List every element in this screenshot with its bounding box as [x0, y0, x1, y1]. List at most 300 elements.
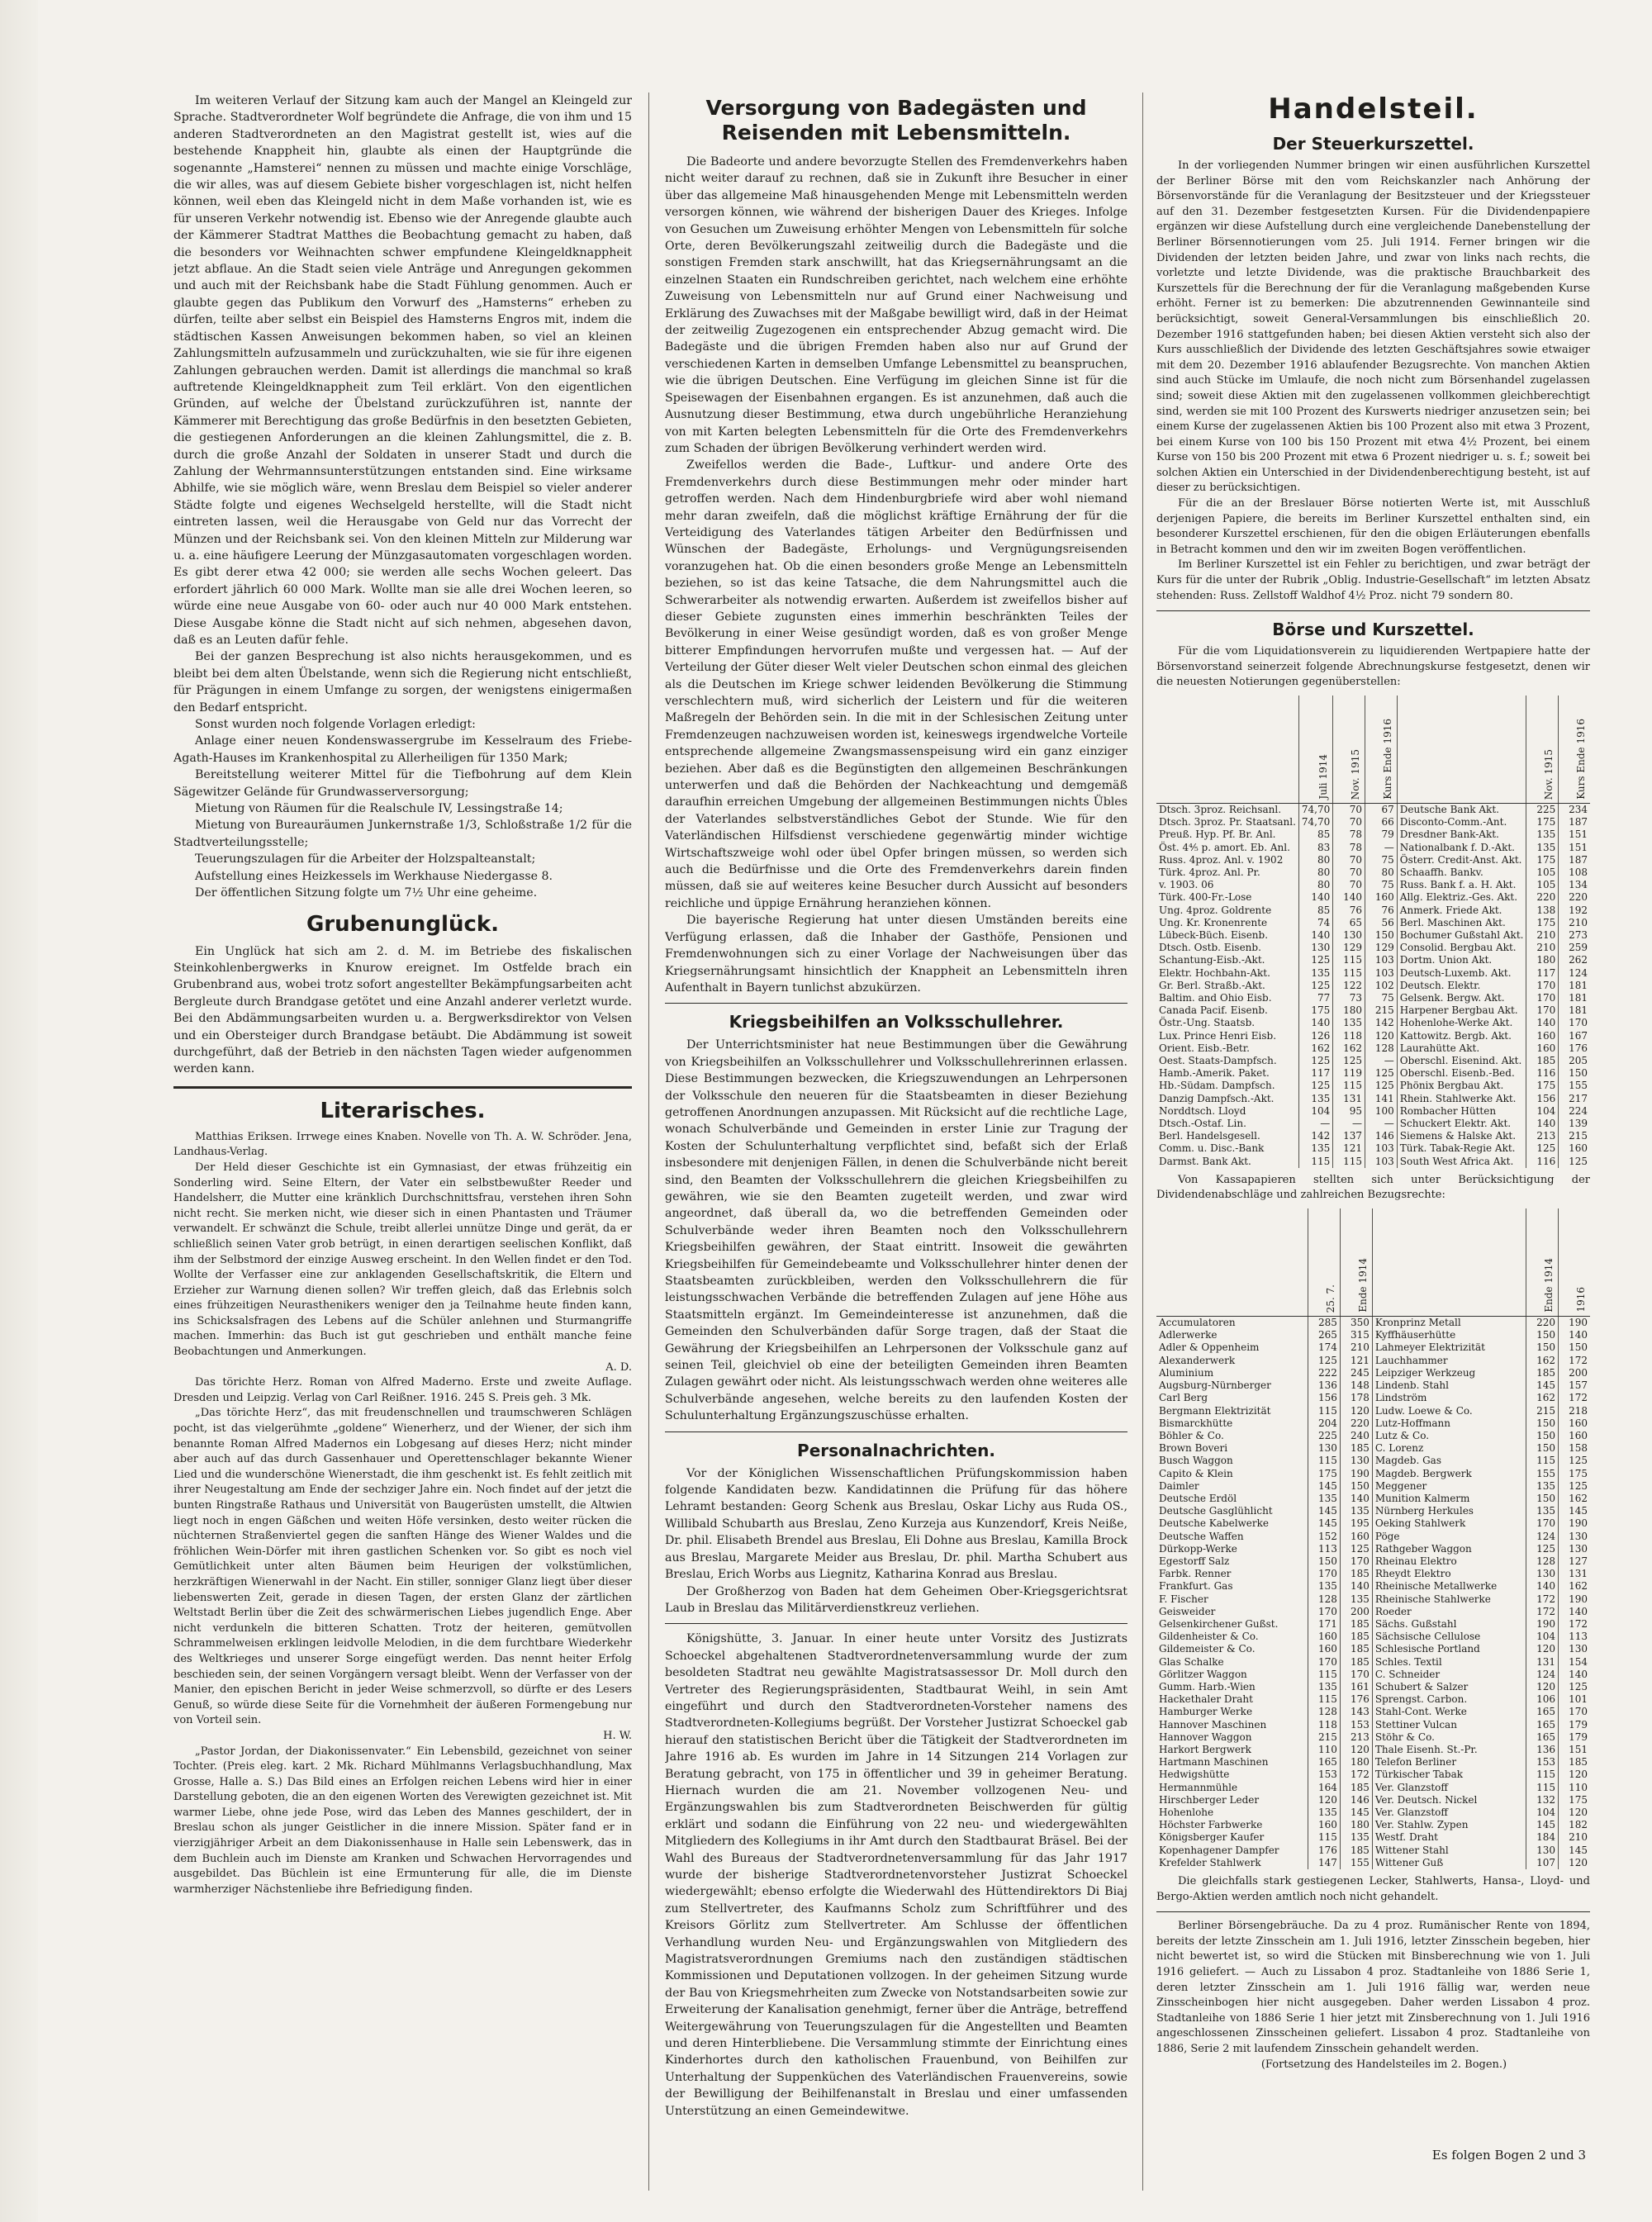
kurs-value: 155 — [1559, 1080, 1590, 1092]
kurs-value: 143 — [1340, 1706, 1372, 1718]
security-name: Nürnberg Herkules — [1372, 1505, 1526, 1517]
kurs-value: 170 — [1340, 1669, 1372, 1681]
security-name: Schantung-Eisb.-Akt. — [1159, 954, 1265, 966]
kurs-value: 140 — [1298, 929, 1332, 942]
kurs-value: 85 — [1298, 829, 1332, 841]
kurs-value: 210 — [1526, 942, 1559, 954]
kurs-value: 160 — [1308, 1631, 1340, 1643]
kurs-value: 210 — [1559, 917, 1590, 929]
list-item: Aufstellung eines Heizkessels im Werkhause Niedergasse 8. — [195, 869, 553, 883]
security-name: Gildenheister & Co. — [1159, 1631, 1259, 1643]
kurs-value: 125 — [1333, 1055, 1365, 1067]
kurs-value: 145 — [1559, 1845, 1591, 1857]
table-row — [1156, 1845, 1590, 1857]
table-row — [1156, 842, 1590, 854]
kurs-value: 146 — [1340, 1794, 1372, 1807]
kurs-value: 175 — [1308, 1468, 1340, 1480]
kurs-value: 170 — [1526, 1517, 1559, 1530]
security-name: Lindström — [1372, 1392, 1526, 1404]
security-name: Pöge — [1372, 1531, 1526, 1543]
security-name: Geisweider — [1159, 1605, 1216, 1617]
kurs-value: 65 — [1333, 917, 1365, 929]
kurs-value: 170 — [1308, 1606, 1340, 1618]
security-name: Hb.-Südam. Dampfsch. — [1159, 1080, 1275, 1092]
kurs-value: 190 — [1559, 1593, 1591, 1606]
table-row — [1156, 1030, 1590, 1042]
security-name: Canada Pacif. Eisenb. — [1159, 1004, 1268, 1017]
paragraph: Zweifellos werden die Bade-, Luftkur- und andere Orte des Fremdenverkehrs durch diese Bestimmungen mehr oder minder hart getroffen werden. Nach dem Hindenburgbriefe wird aber wohl niemand mehr daran zweifeln, daß die möglichst kräftige Ernährung der für die Verteidigung des Vaterlandes tätigen Arbeiter den Bedürfnissen und Wünschen der Badegäste, Erholungs- und Vergnügungsreisenden voranzugehen hat. Ob die einen besonders große Menge an Lebensmitteln beziehen, so ist das keine Tatsache, die dem Nahrungsmittel auch die Schwerarbeiter als notwendig erwarten. Außerdem ist zweifellos bisher auf dieser Gebiete zugunsten eines immerhin beschränkten Teiles der Bevölkerung in einer Weise gesündigt worden, daß es von großer Menge bitterer Empfindungen hervorrufen mußte und vergessen hat. — Auf der Verteilung der Güter dieser Welt vieler Deutschen schon einmal des gleichen als die Deutschen im Kriege schwer leidenden Bevölkerung die Stimmung verschlechtern muß, wird sicherlich der Leistern und für die weiteren Maßregeln der Behörden sein. In die mit in der Schlesischen Zeitung unter Fremdenzeugen nachzuweisen worden ist, keineswegs irgendwelche Vorteile entsprechende allgemeine Zwangsmassenspeisung wird ein ganz einziger beziehen. Aber daß es die Begünstigten den allgemeinen Beschränkungen unterwerfen und daß die Behörden der Nachkeachtung und demgemäß daraufhin erreichen Umgebung der allgemeinen Bestimmungen nichts Übles der Vaterlandes selbstverständliches Gebot der Stunde. Wie für den Vaterländischen Hilfsdienst verschiedene gegenwärtig minder wichtige Wirtschaftszweige wohl oder übel Opfer bringen müssen, so werden sich auch die Bedürfnisse und die Orte des Fremdenverkehrs darein finden müssen, daß sie auf weiteres keine Besucher durch Aussicht auf besonders reichliche und üppige Ernährung heranziehen können. — [665, 458, 1127, 910]
security-name: Lahmeyer Elektrizität — [1372, 1341, 1526, 1354]
kurs-value: 125 — [1298, 954, 1332, 966]
divider — [665, 1431, 1127, 1432]
security-name: Ung. 4proz. Goldrente — [1159, 904, 1272, 916]
kurs-value: 170 — [1526, 992, 1559, 1004]
kurs-value: 172 — [1559, 1355, 1591, 1367]
kurs-value: 78 — [1333, 829, 1365, 841]
table-row — [1156, 1782, 1590, 1794]
table-row — [1156, 1606, 1590, 1618]
article-kleingeld: Im weiteren Verlauf der Sitzung kam auch der Mangel an Kleingeld zur Sprache. Stadtverordneter Wolf begründete die Anfrage, die von ihm und 15 anderen Stadtverordneten an den Magistrat gestellt ist, wies auf die bestehende Knappheit hin, glaubte als einen der Hauptgründe die sogenannte „Hamsterei“ nennen zu müssen und machte einige Vorschläge, die wir alles, was auf diesem Gebiete bisher vorgeschlagen ist, nicht helfen können, weil eben das Kleingeld nicht in dem Maße vorhanden ist, wie es für unseren Verkehr notwendig ist. Ebenso wie der Anregende glaubte auch der Kämmerer Stadtrat Matthes die Beobachtung gemacht zu haben, daß die besonders vor Weihnachten schwer empfundene Kleingeldknappheit jetzt abflaue. An die Stadt seien viele Anträge und Anregungen gekommen und auch mit der Reichsbank habe die Stadt Fühlung genommen. Auch er glaubte gegen das Publikum den Vorwurf des „Hamsterns“ erheben zu dürfen, teilte aber selbst ein Beispiel des Hamsterns Engros mit, indem die städtischen Kassen Anweisungen bekommen haben, so viel an kleinen Zahlungsmitteln aufzusammeln und zurückzuhalten, wie sie für ihre eigenen Zahlungen gebrauchen werden. Damit ist allerdings die manchmal so kraß auftretende Kleingeldknappheit zum Teil erklärt. Von den eigentlichen Gründen, auf welche der Übelstand zurückzuführen ist, nannte der Kämmerer mit Berechtigung das große Bedürfnis in den besetzten Gebieten, die gestiegenen Anforderungen an die kleinen Zahlungsmittel, die z. B. durch die große Anzahl der Soldaten in unserer Stadt und durch die Zahlung der Wehrmannsunterstützungen entstanden sind. Eine wirksame Abhilfe, wie sie möglich wäre, wenn Breslau dem Beispiel so vieler anderer Städte folgte und eigenes Wechselgeld herstellte, will die Stadt nicht eintreten lassen, weil die Herausgabe von Geld nur das Vorrecht der Münzen und der Reichsbank sei. Von den kleinen Mitteln zur Milderung war u. a. eine häufigere Leerung der Münzgasautomaten vorgeschlagen worden. Es gibt derer etwa 42 000; sie werden alle sechs Wochen geleert. Das erfordert jährlich 60 000 Mark. Wollte man sie alle drei Wochen leeren, so würde eine neue Ausgabe von 60- oder auch nur 40 000 Mark entstehen. Diese Ausgabe könne die Stadt nicht auf sich nehmen, abgesehen davon, daß es an Leuten dafür fehle. — [173, 94, 632, 647]
paragraph: Für die vom Liquidationsverein zu liquidierenden Wertpapiere hatte der Börsenvorstand seinerzeit folgende Abrechnungskurse festgesetzt, denen wir die neuesten Notierungen gegenüberstellen: — [1156, 645, 1590, 689]
security-name: Glas Schalke — [1159, 1655, 1224, 1668]
kurs-value: 125 — [1365, 1067, 1398, 1080]
kurs-value: 120 — [1365, 1030, 1398, 1042]
security-name: Lauchhammer — [1372, 1355, 1526, 1367]
security-name: Laurahütte Akt. — [1397, 1042, 1526, 1055]
column-header: Ende 1914 — [1526, 1208, 1559, 1317]
kurs-value: 172 — [1526, 1593, 1559, 1606]
kurs-value: 110 — [1559, 1782, 1591, 1794]
kurs-value: 150 — [1365, 929, 1398, 942]
kurs-value: 131 — [1559, 1568, 1591, 1580]
kurs-value: 147 — [1308, 1857, 1340, 1869]
security-name: Rhein. Stahlwerke Akt. — [1397, 1093, 1526, 1105]
kurs-value: 185 — [1559, 1756, 1591, 1769]
kurs-value: 179 — [1559, 1731, 1591, 1744]
security-name: Schuckert Elektr. Akt. — [1397, 1118, 1526, 1130]
security-name: Frankfurt. Gas — [1159, 1580, 1233, 1593]
paragraph: Im Berliner Kurszettel ist ein Fehler zu berichtigen, und zwar beträgt der Kurs für die unter der Rubrik „Oblig. Industrie-Gesellschaft“ im letzten Absatz stehenden: Russ. Zellstoff Waldhof 4½ Proz. nicht 79 sondern 80. — [1156, 558, 1590, 602]
signature: H. W. — [603, 1729, 632, 1742]
security-name: Danzig Dampfsch.-Akt. — [1159, 1092, 1275, 1104]
kurs-value: — — [1365, 842, 1398, 854]
kurs-value: 80 — [1298, 854, 1332, 866]
kurs-value: 187 — [1559, 816, 1590, 829]
kurs-value: 139 — [1559, 1118, 1590, 1130]
kurs-value: 136 — [1308, 1379, 1340, 1392]
kurs-value: 153 — [1526, 1756, 1559, 1769]
paragraph: In der vorliegenden Nummer bringen wir einen ausführlichen Kurszettel der Berliner Börse mit den vom Reichskanzler nach Anhörung der Börsenvorstände für die Veranlagung der Besitzsteuer und der Kriegssteuer auf den 31. Dezember festgesetzten Kursen. Für die Dividendenpapiere ergänzen wir diese Aufstellung durch eine vergleichende Danebenstellung der Berliner Börsennotierungen vom 25. Juli 1914. Ferner bringen wir die Dividenden der letzten beiden Jahre, und zwar von links nach rechts, die vorletzte und letzte Dividende, was die praktische Brauchbarkeit des Kurszettels für die Berechnung der für die Veranlagung maßgebenden Kurse erhöht. Ferner ist zu bemerken: Die abzutrennenden Gewinnanteile sind berücksichtigt, soweit General-Versammlungen bis einschließlich 20. Dezember 1916 stattgefunden haben; bei diesen Aktien versteht sich also der Kurs ausschließlich der Dividende des letzten Geschäftsjahres sowie etwaiger mit dem 20. Dezember 1916 ablaufender Bezugsrechte. Von manchen Aktien sind auch Stücke im Umlaufe, die noch nicht zum Börsenhandel zugelassen sind; soweit diese Aktien mit den zugelassenen vollkommen gleichberechtigt sind, werden sie mit 100 Prozent des Kurswerts niedriger anzusetzen sein; bei einem Kurse der zugelassenen Aktien bis 100 Prozent also mit etwa 3 Prozent, bei einem Kurse von 100 bis 150 Prozent mit etwa 4½ Prozent, bei einem Kurse von 150 bis 200 Prozent mit etwa 6 Prozent niedriger u. s. f.; soweit bei solchen Aktien ein Unterschied in der Dividendenberechtigung besteht, ist auf dieser zu berücksichtigen. — [1156, 159, 1590, 495]
kurs-value: 120 — [1559, 1807, 1591, 1819]
table-row — [1156, 1329, 1590, 1341]
kurs-value: 145 — [1308, 1517, 1340, 1530]
kurs-value: 285 — [1308, 1317, 1340, 1330]
table-row — [1156, 1118, 1590, 1130]
kurs-value: 220 — [1526, 891, 1559, 904]
security-name: Dürkopp-Werke — [1159, 1542, 1237, 1555]
kurs-value: 75 — [1365, 854, 1398, 866]
kurs-value: 175 — [1526, 816, 1559, 829]
kurs-value: 160 — [1526, 1042, 1559, 1055]
table-row — [1156, 1531, 1590, 1543]
kurs-value: 170 — [1340, 1555, 1372, 1568]
kurs-value: 56 — [1365, 917, 1398, 929]
kurs-value: 175 — [1526, 917, 1559, 929]
kurs-value: 187 — [1559, 854, 1590, 866]
kurs-value: 80 — [1298, 866, 1332, 879]
table-row — [1156, 1067, 1590, 1080]
kurs-value: 76 — [1333, 904, 1365, 917]
table-row — [1156, 866, 1590, 879]
article-kriegsbeihilfen: Der Unterrichtsminister hat neue Bestimmungen über die Gewährung von Kriegsbeihilfen an Volksschullehrer und Volksschullehrerinnen erlassen. Diese Bestimmungen bezwecken, die Kriegszuwendungen an Lehrpersonen der Volksschule den neueren für die Staatsbeamten in dieser Beziehung getroffenen Anordnungen anzupassen. Mit Rücksicht auf die rechtliche Lage, wonach Schulverbände und Gemeinden in erster Linie zur Tragung der Kosten der Schulunterhaltung verpflichtet sind, befaßt sich der Erlaß insbesondere mit denjenigen Fällen, in denen die Schulverbände nicht bereit sind, den Beamten der Volksschullehrern die gleichen Kriegsbeihilfen zu gewähren, wie sie den Beamten zugeteilt werden, und zwar wird angeordnet, daß überall da, wo die betreffenden Gemeinden oder Schulverbände weder ihren Beamten noch den Volksschullehrern Kriegsbeihilfen gewähren, der Staat eintritt. Insoweit die gewährten Kriegsbeihilfen für Gemeindebeamte und Volksschullehrer hinter denen der Staatsbeamten zurückbleiben, werden den Volksschullehrern die für leistungsschwachen Verbände die betreffenden Zulagen auf jene Höhe aus Staatsmitteln ergänzt. Im Gemeindeinteresse ist anzunehmen, daß die Gemeinden den Schulverbänden dafür Sorge tragen, daß der Staat die Gewährung der Kriegsbeihilfen an Lehrpersonen der Volksschule ganz auf seinen Teil, gleichviel ob eine der beteiligten Gemeinden ihren Beamten Zulagen gewährt oder nicht. Als leistungsschwach werden ohne weiteres alle Schulverbände angesehen, welche bereits zu den laufenden Kosten der Schulunterhaltung Ergänzungszuschüsse erhalten. — [665, 1038, 1127, 1423]
kurs-value: 161 — [1340, 1681, 1372, 1693]
security-name: C. Lorenz — [1372, 1442, 1526, 1455]
kurs-value: 140 — [1559, 1669, 1591, 1681]
heading-kriegsbeihilfen: Kriegsbeihilfen an Volksschullehrer. — [729, 1012, 1064, 1033]
security-name: Oberschl. Eisenind. Akt. — [1397, 1055, 1526, 1067]
table-row — [1156, 1580, 1590, 1593]
kurs-value: 140 — [1559, 1606, 1591, 1618]
paragraph: Berliner Börsengebräuche. Da zu 4 proz. Rumänischer Rente von 1894, bereits der letzte Zinsschein am 1. Juli 1916, letzter Zinsschein begeben, hier nicht bewertet ist, so wird die Stücken mit Binsberechnung wie von 1. Juli 1916 geliefert. — Auch zu Lissabon 4 proz. Stadtanleihe von 1886 Serie 1, deren letzter Zinsschein am 1. Juli 1916 fällig war, werden neue Zinsscheinbogen hier nicht ausgegeben. Daher werden Lissabon 4 proz. Stadtanleihe von 1886 Serie 1 hier jetzt mit Zinsberechnung von 1. Juli 1916 angeschlossenen Zinsscheinen geliefert. Lissabon 4 proz. Stadtanleihe von 1886, Serie 2 mit laufendem Zinsschein gehandelt werden. — [1156, 1920, 1590, 2055]
table-row — [1156, 829, 1590, 841]
kurs-value: 130 — [1559, 1543, 1591, 1555]
kurs-value: 120 — [1526, 1643, 1559, 1655]
kurs-value: 142 — [1298, 1130, 1332, 1142]
kurs-value: 126 — [1298, 1030, 1332, 1042]
security-name: Berl. Maschinen Akt. — [1397, 917, 1526, 929]
security-name: v. 1903. 06 — [1159, 879, 1214, 891]
kurs-value: 134 — [1559, 879, 1590, 891]
article-grubenunglueck: Ein Unglück hat sich am 2. d. M. im Betriebe des fiskalischen Steinkohlenbergwerks in Knurow ereignet. Im Ostfelde brach ein Grubenbrand aus, wobei trotz sofort angestellter Bekämpfungsarbeiten acht Bergleute durch Brandgase getötet und eine Anzahl anderer verletzt wurde. Bei den Abdämmungsarbeiten wurden u. a. Bergwerksdirektor von Velsen und ein Obersteiger durch Brandgase betäubt. Die Abdämmung ist soweit durchgeführt, daß der Betrieb in den nächsten Tagen wieder aufgenommen werden kann. — [173, 944, 632, 1076]
kurs-value: 195 — [1340, 1517, 1372, 1530]
security-name: Ver. Stahlw. Zypen — [1372, 1819, 1526, 1831]
security-name: Daimler — [1159, 1479, 1199, 1492]
kurs-value: 128 — [1308, 1706, 1340, 1718]
kurs-value: 130 — [1559, 1531, 1591, 1543]
kurs-value: 120 — [1559, 1857, 1591, 1869]
table-row — [1156, 1669, 1590, 1681]
security-name: Rombacher Hütten — [1397, 1105, 1526, 1118]
kurs-value: 135 — [1298, 1093, 1332, 1105]
kurs-value: 125 — [1298, 1055, 1332, 1067]
kurs-value: 151 — [1559, 829, 1590, 841]
security-name: Adlerwerke — [1159, 1329, 1218, 1341]
kurs-value: 148 — [1340, 1379, 1372, 1392]
kurs-value: 135 — [1308, 1580, 1340, 1593]
security-name: Böhler & Co. — [1159, 1429, 1224, 1441]
kurs-value: 150 — [1340, 1480, 1372, 1493]
divider — [665, 1623, 1127, 1624]
column-local-news — [173, 93, 632, 1897]
kurs-value: 135 — [1526, 842, 1559, 854]
kurs-value: 155 — [1526, 1468, 1559, 1480]
kurs-value: 115 — [1308, 1405, 1340, 1417]
security-name: Hannover Maschinen — [1159, 1718, 1267, 1731]
kurs-value: 135 — [1526, 1480, 1559, 1493]
newspaper-page — [173, 93, 1590, 2191]
divider — [665, 1003, 1127, 1004]
security-name: Östr.-Ung. Staatsb. — [1159, 1017, 1256, 1029]
security-name: Gildemeister & Co. — [1159, 1643, 1256, 1655]
kurs-value: 185 — [1340, 1845, 1372, 1857]
kurs-value: 181 — [1559, 992, 1590, 1004]
kurs-value: 128 — [1526, 1555, 1559, 1568]
kurs-value: 130 — [1298, 942, 1332, 954]
kurs-value: 180 — [1340, 1819, 1372, 1831]
kurs-value: 218 — [1559, 1405, 1591, 1417]
heading-boerse: Börse und Kurszettel. — [1272, 620, 1474, 640]
kurs-value: 164 — [1308, 1782, 1340, 1794]
security-name: Schles. Textil — [1372, 1656, 1526, 1669]
security-name: Kyffhäuserhütte — [1372, 1329, 1526, 1341]
kurs-value: 179 — [1559, 1719, 1591, 1731]
heading-literarisches: Literarisches. — [320, 1098, 486, 1123]
kurs-value: 215 — [1308, 1731, 1340, 1744]
column-header — [1156, 1208, 1308, 1317]
kurs-value: 129 — [1365, 942, 1398, 954]
security-name: Lübeck-Büch. Eisenb. — [1159, 929, 1269, 942]
security-name: Hohenlohe — [1159, 1807, 1214, 1818]
security-name: Türkischer Tabak — [1372, 1769, 1526, 1781]
security-name: Ludw. Loewe & Co. — [1372, 1405, 1526, 1417]
table-row — [1156, 1643, 1590, 1655]
kurs-value: 107 — [1526, 1857, 1559, 1869]
security-name: Magdeb. Bergwerk — [1372, 1468, 1526, 1480]
kurs-value: 117 — [1298, 1067, 1332, 1080]
kurs-value: 100 — [1365, 1105, 1398, 1118]
table-row — [1156, 1093, 1590, 1105]
table-row — [1156, 1317, 1590, 1330]
kurs-value: 74,70 — [1298, 816, 1332, 829]
kurs-value: 165 — [1526, 1719, 1559, 1731]
security-name: Hannover Waggon — [1159, 1731, 1252, 1743]
kurs-value: 105 — [1526, 866, 1559, 879]
security-name: Leipziger Werkzeug — [1372, 1367, 1526, 1379]
kurs-value: 315 — [1340, 1329, 1372, 1341]
continuation-note: (Fortsetzung des Handelsteiles im 2. Bogen.) — [1260, 2058, 1507, 2071]
table-row — [1156, 1731, 1590, 1744]
kurs-value: 150 — [1526, 1430, 1559, 1442]
kurs-value: 150 — [1308, 1555, 1340, 1568]
column-header: 1916 — [1559, 1208, 1591, 1317]
security-name: Krefelder Stahlwerk — [1159, 1856, 1261, 1868]
kurs-value: 120 — [1526, 1681, 1559, 1693]
security-name: Wittener Stahl — [1372, 1845, 1526, 1857]
table-row — [1156, 804, 1590, 817]
table-row — [1156, 1819, 1590, 1831]
security-name: Höchster Farbwerke — [1159, 1819, 1263, 1831]
security-name: Görlitzer Waggon — [1159, 1668, 1247, 1680]
kurs-value: 140 — [1340, 1493, 1372, 1505]
column-handelsteil — [1156, 93, 1590, 2072]
kurs-value: 135 — [1298, 1142, 1332, 1155]
kurs-value: 215 — [1365, 1004, 1398, 1017]
kurs-value: 140 — [1333, 891, 1365, 904]
kurs-value: 350 — [1340, 1317, 1372, 1330]
kurs-value: 124 — [1526, 1531, 1559, 1543]
security-name: Harkort Bergwerk — [1159, 1743, 1251, 1755]
kurs-value: 76 — [1365, 904, 1398, 917]
kurs-value: 115 — [1298, 1156, 1332, 1168]
kurs-value: 80 — [1365, 866, 1398, 879]
security-name: Stahl-Cont. Werke — [1372, 1706, 1526, 1718]
kurs-value: 115 — [1333, 1080, 1365, 1092]
kurs-value: 95 — [1333, 1105, 1365, 1118]
table-row — [1156, 1681, 1590, 1693]
security-name: Brown Boveri — [1159, 1442, 1228, 1455]
kurs-value: 160 — [1559, 1417, 1591, 1430]
kurs-value: 217 — [1559, 1093, 1590, 1105]
kurs-value: 245 — [1340, 1367, 1372, 1379]
column-header: 25. 7. — [1308, 1208, 1340, 1317]
kurs-value: 153 — [1308, 1769, 1340, 1781]
kurs-value: 215 — [1526, 1405, 1559, 1417]
heading-grubenunglueck: Grubenunglück. — [306, 911, 500, 937]
table-row — [1156, 1756, 1590, 1769]
security-name: Alexanderwerk — [1159, 1354, 1236, 1366]
security-name: Oeking Stahlwerk — [1372, 1517, 1526, 1530]
kurs-value: 162 — [1298, 1042, 1332, 1055]
kurs-value: 190 — [1340, 1468, 1372, 1480]
table-row — [1156, 879, 1590, 891]
article-koenigshuette: Königshütte, 3. Januar. In einer heute unter Vorsitz des Justizrats Schoeckel abgehaltenen Stadtverordnetenversammlung wurde der zum besoldeten Stadtrat neu gewählte Magistratsassessor Dr. Moll durch den Vertreter des Regierungspräsidenten, Stadtbaurat Weihl, in sein Amt eingeführt und durch den Stadtverordneten-Vorsteher namens des Stadtverordneten-Kollegiums begrüßt. Der Vorsteher Justizrat Schoeckel gab hierauf den statistischen Bericht über die Tätigkeit der Stadtverordneten im Jahre 1916 ab. Es wurden im Jahre in 14 Sitzungen 214 Vorlagen zur Beratung gebracht, von 175 in öffentlicher und 39 in geheimer Beratung. Hiernach wurden die am 21. November vollzogenen Neu- und Ergänzungswahlen bis zum Stadtverordneten Beischwerden für gültig erklärt und sodann die Einführung von 22 neu- und wiedergewählten Mitgliedern des Kollegiums in ihr Amt durch den Stadtbaurat Bräsel. Bei der Wahl des Bureaus der Stadtverordnetenversammlung für das Jahr 1917 wurde der bisherige Stadtverordnetenvorsteher Justizrat Schoeckel wiedergewählt; ebenso erfolgte die Wiederwahl des Hüttendirektors Di Biaj zum Stellvertreter, des Kaufmanns Scholz zum Schriftführer und des Kreisors Görlitz zum Stellvertreter. Am Schlusse der öffentlichen Verhandlung wurden Neu- und Ergänzungswahlen von Mitgliedern des Magistratsverordnungen Gremiums nach den zuständigen städtischen Kommissionen und Deputationen vollzogen. In der geheimen Sitzung wurde der Bau von Kriegsmehrheiten zum Zwecke von Notstandsarbeiten sowie zur Erweiterung der Kanalisation genehmigt, ferner über die Anträge, betreffend Weitergewährung von Teuerungszulagen für die Angestellten und Beamten und deren Hinterbliebene. Die Versammlung stimmte der Einrichtung eines Kinderhortes durch den katholischen Frauenbund, von Beihilfen zur Unterhaltung der Suppenküchen des Vaterländischen Frauenvereins, sowie der Bewilligung der Beihilfenanstalt in Breslau und einer umfassenden Unterstützung an einen Gemeindewitwe. — [665, 1632, 1127, 2118]
kurs-value: 150 — [1559, 1067, 1590, 1080]
kurs-value: 115 — [1526, 1769, 1559, 1781]
kurs-value: 170 — [1559, 1706, 1591, 1718]
kurs-value: 180 — [1333, 1004, 1365, 1017]
kurs-value: 185 — [1340, 1656, 1372, 1669]
security-name: Preuß. Hyp. Pf. Br. Anl. — [1159, 829, 1276, 841]
security-name: F. Fischer — [1159, 1593, 1208, 1605]
article-personal: Vor der Königlichen Wissenschaftlichen Prüfungskommission haben folgende Kandidaten bezw. Kandidatinnen die Prüfung für das höhere Lehramt bestanden: Georg Schenk aus Breslau, Oskar Lichy aus Ruda OS., Willibald Schubarth aus Breslau, Zeno Kurzeja aus Kunzendorf, Kreis Neiße, Dr. phil. Elisabeth Brendel aus Breslau, Eli Dohne aus Breslau, Kamilla Brock aus Breslau, Margarete Meider aus Breslau, Dr. phil. Martha Schubert aus Breslau, Erich Worbs aus Liegnitz, Katharina Konrad aus Breslau. — [665, 1466, 1127, 1582]
table-row — [1156, 1807, 1590, 1819]
table-row — [1156, 1555, 1590, 1568]
kurs-value: 140 — [1526, 1017, 1559, 1029]
kurs-value: 125 — [1526, 1543, 1559, 1555]
kurs-value: 124 — [1526, 1669, 1559, 1681]
column-header: Kurs Ende 1916 — [1365, 696, 1398, 804]
kurs-value: 146 — [1365, 1130, 1398, 1142]
kurs-value: 104 — [1526, 1105, 1559, 1118]
kurs-value: 175 — [1298, 1004, 1332, 1017]
security-name: Ver. Glanzstoff — [1372, 1782, 1526, 1794]
table-row — [1156, 1480, 1590, 1493]
table-row — [1156, 967, 1590, 980]
security-name: Sächsische Cellulose — [1372, 1631, 1526, 1643]
kurs-value: 145 — [1559, 1505, 1591, 1517]
table-row — [1156, 1392, 1590, 1404]
kurs-value: 103 — [1365, 1142, 1398, 1155]
kurs-value: 140 — [1526, 1580, 1559, 1593]
page-binding — [0, 0, 38, 2222]
kurs-value: 115 — [1526, 1455, 1559, 1467]
kurs-value: 140 — [1298, 1017, 1332, 1029]
security-name: Königsberger Kaufer — [1159, 1831, 1265, 1844]
table-row — [1156, 1493, 1590, 1505]
kurs-table-liquidation — [1156, 696, 1590, 1168]
kurs-value: 120 — [1559, 1769, 1591, 1781]
security-name: Sprengst. Carbon. — [1372, 1693, 1526, 1706]
security-name: Westf. Draht — [1372, 1831, 1526, 1844]
kurs-value: 140 — [1526, 1118, 1559, 1130]
kurs-value: 74,70 — [1298, 804, 1332, 817]
kurs-value: 115 — [1308, 1669, 1340, 1681]
security-name: Gr. Berl. Straßb.-Akt. — [1159, 979, 1265, 991]
kurs-value: 220 — [1340, 1417, 1372, 1430]
security-name: Rathgeber Waggon — [1372, 1543, 1526, 1555]
table-header-row — [1156, 1208, 1590, 1317]
kurs-value: 180 — [1340, 1756, 1372, 1769]
kurs-value: 135 — [1340, 1831, 1372, 1844]
kurs-value: 220 — [1526, 1317, 1559, 1330]
kurs-value: 145 — [1308, 1505, 1340, 1517]
security-name: Bochumer Gußstahl Akt. — [1397, 929, 1526, 942]
article-personal: Der Großherzog von Baden hat dem Geheimen Ober-Kriegsgerichtsrat Laub in Breslau das Militärverdienstkreuz verliehen. — [665, 1584, 1127, 1615]
kurs-value: 224 — [1559, 1105, 1590, 1118]
table-row — [1156, 1405, 1590, 1417]
kurs-value: 174 — [1308, 1341, 1340, 1354]
kurs-value: 85 — [1298, 904, 1332, 917]
kurs-value: 150 — [1526, 1341, 1559, 1354]
kurs-value: 262 — [1559, 954, 1590, 966]
table-row — [1156, 1017, 1590, 1029]
paragraph: Die bayerische Regierung hat unter diesen Umständen bereits eine Verfügung erlassen, daß die Inhaber der Gasthöfe, Pensionen und Fremdenwohnungen sich zu einer Vorlage der Nachweisungen über das Kriegsernährungsamt hinsichtlich der Knappheit an Lebensmitteln ihren Aufenthalt in Bayern tunlichst abzukürzen. — [665, 914, 1127, 995]
security-name: Lutz & Co. — [1372, 1430, 1526, 1442]
column-header — [1397, 696, 1526, 804]
security-name: Carl Berg — [1159, 1392, 1208, 1404]
kurs-value: 150 — [1526, 1329, 1559, 1341]
column-header: Nov. 1915 — [1333, 696, 1365, 804]
table-row — [1156, 1105, 1590, 1118]
kurs-value: 150 — [1559, 1341, 1591, 1354]
kurs-value: 125 — [1559, 1156, 1590, 1168]
table-row — [1156, 904, 1590, 917]
kurs-value: 74 — [1298, 917, 1332, 929]
table-row — [1156, 854, 1590, 866]
kurs-value: 70 — [1333, 866, 1365, 879]
security-name: Rheydt Elektro — [1372, 1568, 1526, 1580]
security-name: Nationalbank f. D.-Akt. — [1397, 842, 1526, 854]
book-title: Das törichte Herz. Roman von Alfred Maderno. Erste und zweite Auflage. Dresden und Leipzig. Verlag von Carl Reißner. 1916. 245 S. Preis geh. 3 Mk. — [173, 1376, 632, 1404]
divider — [1156, 610, 1590, 611]
article-versorgung: Die Badeorte und andere bevorzugte Stellen des Fremdenverkehrs haben nicht weiter darauf zu rechnen, daß sie in Zukunft ihre Besucher in einer über das allgemeine Maß hinausgehenden Menge mit Lebensmitteln werden versorgen können, wie während der bisherigen Dauer des Krieges. Infolge von Gesuchen um Zuweisung erhöhter Mengen von Lebensmitteln für solche Orte, deren Bevölkerungszahl zeitweilig durch die Badegäste und die sonstigen Fremden stark anschwillt, hat das Kriegsernährungsamt an die einzelnen Staaten ein Rundschreiben gerichtet, nach welchem eine erhöhte Zuweisung von Lebensmitteln nur auf Grund einer Nachweisung und Erklärung des Zuwachses mit der Maßgabe bewilligt wird, daß in der Heimat der zeitweilig Zugezogenen ein entsprechender Abzug gemacht wird. Die Badegäste und die übrigen Fremden haben also nur auf Grund der verschiedenen Karten in demselben Umfange Lebensmittel zu beanspruchen, wie die übrigen Deutschen. Eine Verfügung im gleichen Sinne ist für die Speisewagen der Eisenbahnen ergangen. Es ist anzunehmen, daß auch die Ausnutzung dieser Bestimmung, etwa durch ungebührliche Heranziehung von mit Karten belegten Lebensmitteln für die Orte des Fremdenverkehrs zum Schaden der übrigen Bevölkerung verhindert werden wird. — [665, 155, 1127, 455]
kurs-value: 225 — [1526, 804, 1559, 817]
kurs-value: 210 — [1526, 929, 1559, 942]
security-name: Capito & Klein — [1159, 1467, 1233, 1479]
kurs-value: 115 — [1333, 1156, 1365, 1168]
table-row — [1156, 1631, 1590, 1643]
table-row — [1156, 917, 1590, 929]
kurs-value: 151 — [1559, 842, 1590, 854]
heading-versorgung: Versorgung von Badegästen und Reisenden mit Lebensmitteln. — [705, 96, 1087, 145]
kurs-value: 70 — [1333, 854, 1365, 866]
security-name: Dtsch.-Ostaf. Lin. — [1159, 1118, 1246, 1130]
security-name: Baltim. and Ohio Eisb. — [1159, 992, 1272, 1004]
kurs-value: — — [1333, 1118, 1365, 1130]
security-name: Rheinische Stahlwerke — [1372, 1593, 1526, 1606]
table-row — [1156, 1618, 1590, 1631]
kurs-value: 137 — [1333, 1130, 1365, 1142]
security-name: Gelsenk. Bergw. Akt. — [1397, 992, 1526, 1004]
kurs-value: 105 — [1526, 879, 1559, 891]
kurs-value: 135 — [1340, 1593, 1372, 1606]
security-name: Deutsche Erdöl — [1159, 1492, 1237, 1504]
kurs-value: 155 — [1340, 1857, 1372, 1869]
security-name: Augsburg-Nürnberger — [1159, 1379, 1271, 1392]
kurs-value: 125 — [1308, 1355, 1340, 1367]
table-row — [1156, 1693, 1590, 1706]
security-name: Stettiner Vulcan — [1372, 1719, 1526, 1731]
